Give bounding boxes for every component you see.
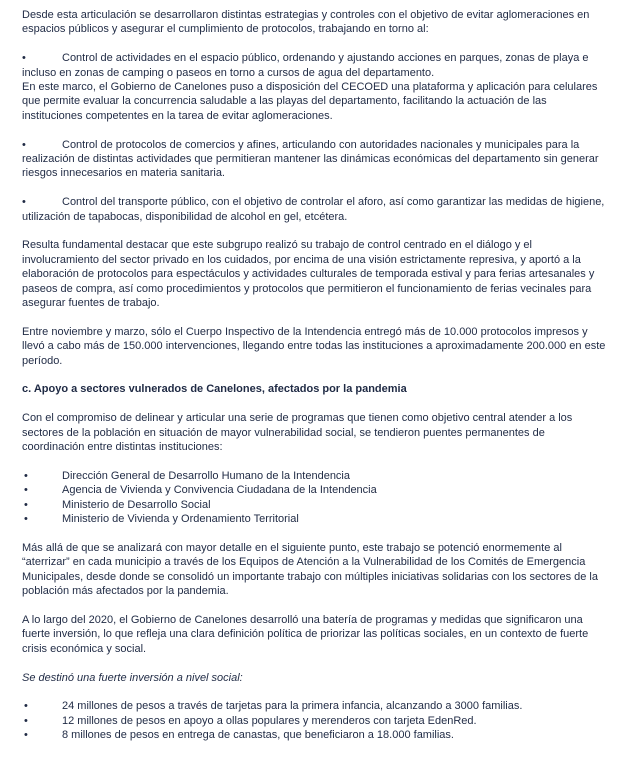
list-item-text: 8 millones de pesos en entrega de canastas, que beneficiaron a 18.000 familias. — [62, 729, 454, 742]
section-heading-c: c. Apoyo a sectores vulnerados de Canelones, afectados por la pandemia — [22, 383, 407, 396]
bullet-text: Control de actividades en el espacio público, ordenando y ajustando acciones en parques, zonas de playa e incluso en zonas de camping o paseos en torno a cursos de agua del departamento. — [22, 52, 589, 79]
list-item-text: Agencia de Vivienda y Convivencia Ciudadana de la Intendencia — [62, 484, 377, 497]
intro-paragraph: Desde esta articulación se desarrollaron distintas estrategias y controles con el objetivo de evitar aglomeraciones en espacios públicos y asegurar el cumplimiento de protocolos, trabajando en torno al: — [22, 9, 590, 36]
bullet-paragraph-public-space — [22, 51, 606, 123]
list-item-text: Ministerio de Vivienda y Ordenamiento Territorial — [62, 513, 299, 526]
bullet-marker: • — [24, 469, 28, 482]
bullet-text: Control del transporte público, con el objetivo de controlar el aforo, así como garantizar las medidas de higiene, utilización de tapabocas, disponibilidad de alcohol en gel, etcétera. — [22, 196, 605, 223]
paragraph-se-destino: Se destinó una fuerte inversión a nivel social: — [22, 671, 243, 684]
paragraph-resulta: Resulta fundamental destacar que este subgrupo realizó su trabajo de control centrado en el diálogo y el involucramiento del sector privado en los cuidados, por encima de una visión estrictamente represiva, y aportó a la elaboración de protocolos para espectáculos y actividades culturales de temporada estival y para ferias artesanales y paseos de compra, así como procedimientos y protocolos que permitieron el funcionamiento de ferias vecinales para asegurar fuentes de trabajo. — [22, 239, 595, 310]
list-item-text: Ministerio de Desarrollo Social — [62, 498, 211, 511]
bullet-marker: • — [22, 52, 26, 65]
paragraph-mas-alla: Más allá de que se analizará con mayor detalle en el siguiente punto, este trabajo se potenció enormemente al “aterrizar” en cada municipio a través de los Equipos de Atención a la Vulnerabilidad de los Comités de Emergencia Municipales, desde donde se consolidó un importante trabajo con múltiples iniciativas solidarias con los sectores de la población más afectados por la pandemia. — [22, 541, 598, 598]
list-item — [22, 699, 606, 713]
list-item — [22, 483, 606, 497]
bullet-marker: • — [22, 196, 26, 209]
list-item — [22, 498, 606, 512]
bullet-marker: • — [22, 138, 26, 151]
list-item — [22, 512, 606, 526]
paragraph-compromiso: Con el compromiso de delinear y articular una serie de programas que tienen como objetivo central atender a los sectores de la población en situación de mayor vulnerabilidad social, se tendieron puentes permanentes de coordinación entre distintas instituciones: — [22, 412, 573, 454]
investments-list — [22, 699, 606, 742]
bullet-paragraph-transport — [22, 195, 606, 224]
bullet-text: Control de protocolos de comercios y afines, articulando con autoridades nacionales y municipales para la realización de distintas actividades que permitieran mantener las dinámicas económicas del departamento sin generar riesgos innecesarios en materia sanitaria. — [22, 138, 599, 180]
bullet-marker: • — [24, 484, 28, 497]
paragraph-entre-noviembre: Entre noviembre y marzo, sólo el Cuerpo Inspectivo de la Intendencia entregó más de 10.000 protocolos impresos y llevó a cabo más de 150.000 intervenciones, llegando entre todas las instituciones a aproximadamente 200.000 en este período. — [22, 325, 606, 367]
list-item-text: 12 millones de pesos en apoyo a ollas populares y merenderos con tarjeta EdenRed. — [62, 714, 477, 727]
list-item — [22, 469, 606, 483]
bullet-marker: • — [24, 729, 28, 742]
bullet-marker: • — [24, 498, 28, 511]
bullet-marker: • — [24, 513, 28, 526]
list-item-text: 24 millones de pesos a través de tarjetas para la primera infancia, alcanzando a 3000 familias. — [62, 700, 523, 713]
list-item-text: Dirección General de Desarrollo Humano de la Intendencia — [62, 469, 350, 482]
list-item — [22, 728, 606, 742]
institutions-list — [22, 469, 606, 527]
bullet-marker: • — [24, 700, 28, 713]
bullet-paragraph-commerce — [22, 138, 606, 181]
list-item — [22, 714, 606, 728]
paragraph-a-lo-largo: A lo largo del 2020, el Gobierno de Canelones desarrolló una batería de programas y medidas que significaron una fuerte inversión, lo que refleja una clara definición política de priorizar las políticas sociales, en un contexto de fuerte crisis económica y social. — [22, 613, 589, 655]
bullet-continuation: En este marco, el Gobierno de Canelones puso a disposición del CECOED una plataforma y aplicación para celulares que permite evaluar la concurrencia saludable a las playas del departamento, facilitando la actuación de las instituciones competentes en la tarea de evitar aglomeraciones. — [22, 81, 598, 122]
bullet-marker: • — [24, 714, 28, 727]
